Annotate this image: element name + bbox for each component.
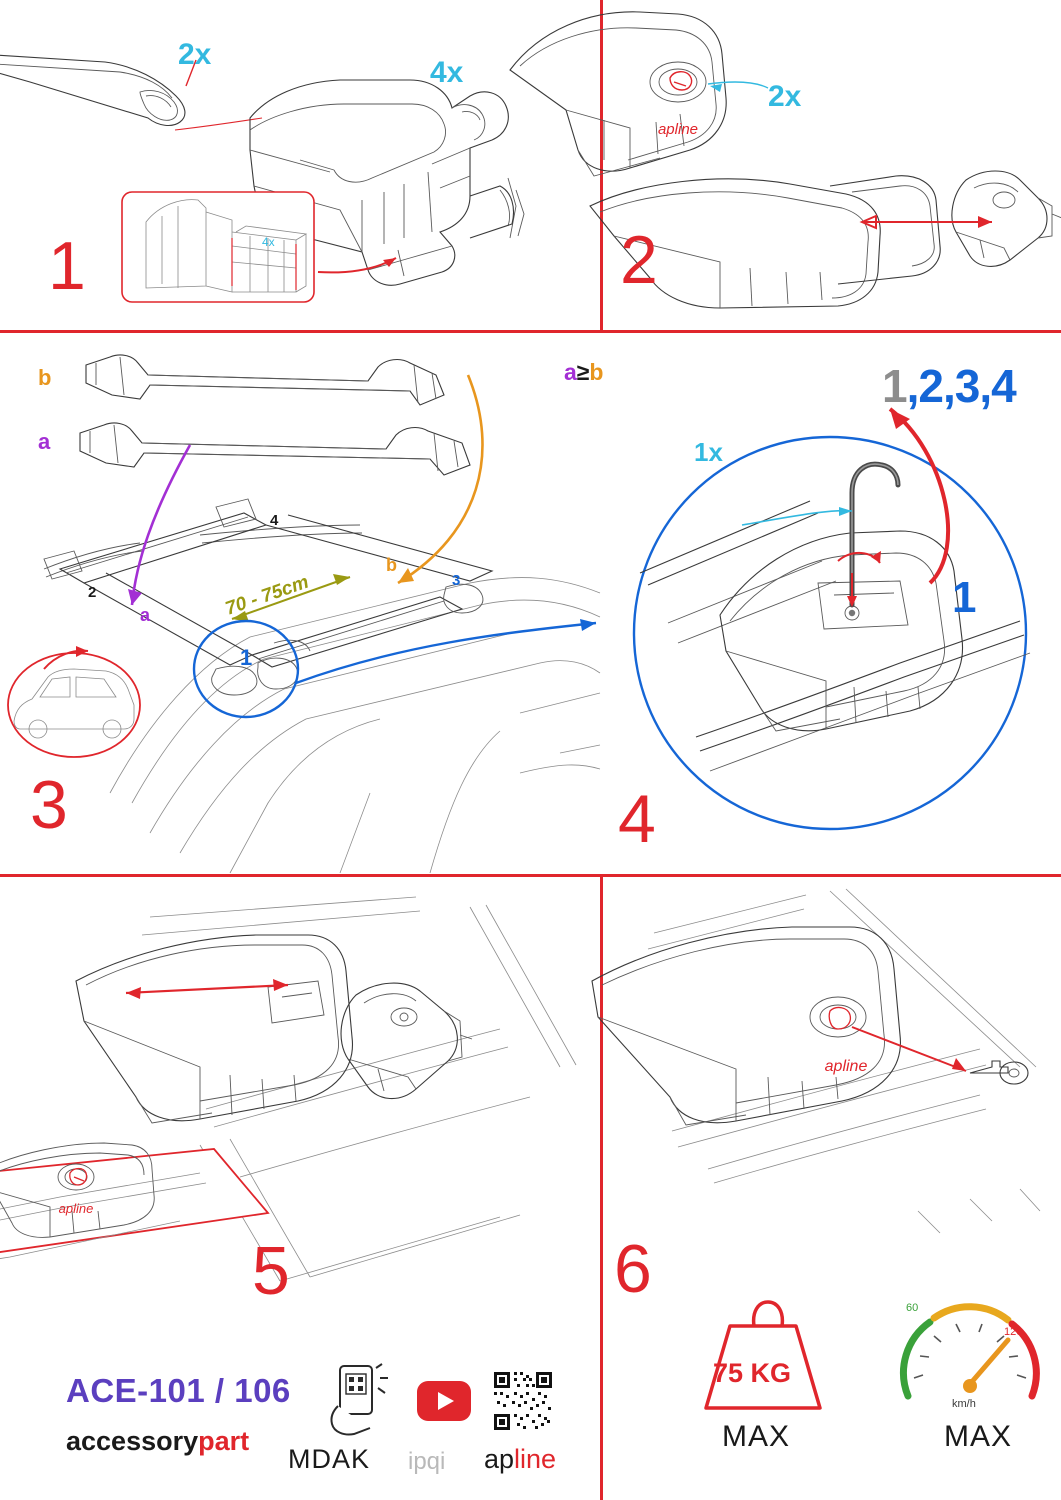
step-1-number: 1 [48, 228, 85, 304]
step-5-number: 5 [252, 1233, 289, 1309]
svg-text:4: 4 [270, 512, 279, 529]
step-3-arrow-label-a: a [140, 605, 151, 625]
step-4-callout-one: 1 [952, 573, 977, 622]
speed-tick-120: 120 [1004, 1326, 1023, 1338]
step-4-illustration [600, 333, 1061, 874]
svg-text:3: 3 [452, 572, 461, 589]
qr-code-icon [492, 1370, 554, 1432]
brand-mdak: MDAK [288, 1444, 371, 1474]
brand-ap-text: ap [484, 1444, 515, 1474]
brand-line-text: line [514, 1444, 557, 1474]
step-3-arrow-label-b: b [386, 555, 397, 575]
step-3-panel [0, 333, 600, 874]
step-3-label-a: a [38, 429, 51, 454]
scan-qr-icon [318, 1362, 398, 1442]
sequence-first: 1 [882, 360, 907, 412]
brand-apline [484, 1444, 556, 1475]
step-2-qty: 2x [768, 80, 802, 113]
step-3-illustration [0, 333, 600, 874]
svg-text:4x: 4x [262, 235, 275, 249]
svg-text:apline: apline [58, 1201, 94, 1216]
max-weight-icon [688, 1290, 838, 1420]
footer-right [600, 1290, 1061, 1500]
svg-text:2: 2 [88, 584, 97, 601]
step-4-qty: 1x [694, 437, 723, 467]
step-4-sequence [882, 359, 1016, 413]
svg-text:1: 1 [240, 645, 253, 670]
svg-text:apline: apline [824, 1058, 868, 1075]
brand-ipqi: ipqi [408, 1448, 446, 1475]
step-2-number: 2 [620, 222, 657, 298]
max-weight-label: MAX [722, 1420, 791, 1453]
svg-text:apline: apline [657, 121, 699, 138]
speed-unit-label: km/h [952, 1398, 976, 1410]
step-4-number: 4 [618, 781, 655, 857]
step-4-condition [564, 359, 603, 386]
brand-accessorypart [66, 1426, 249, 1457]
step-3-label-b: b [38, 365, 52, 390]
step-6-number: 6 [614, 1231, 651, 1307]
model-label: ACE-101 / 106 [66, 1372, 291, 1409]
svg-text:70 - 75cm: 70 - 75cm [222, 571, 312, 620]
condition-b: b [589, 359, 604, 385]
brand-accessory-text: accessory [66, 1426, 199, 1456]
brand-part-text: part [198, 1426, 250, 1456]
step-1-illustration [0, 0, 600, 330]
youtube-icon[interactable] [416, 1380, 472, 1422]
step-2-illustration [600, 0, 1061, 330]
sequence-rest: ,2,3,4 [906, 360, 1016, 412]
condition-op: ≥ [576, 359, 590, 385]
footer-left [0, 1360, 600, 1500]
step-1-qty-bar: 2x [178, 38, 212, 71]
max-speed-label: MAX [944, 1420, 1013, 1453]
step-1-panel [0, 0, 600, 330]
max-weight-value: 75 KG [713, 1358, 792, 1388]
speed-tick-60: 60 [906, 1302, 919, 1314]
step-3-number: 3 [30, 767, 67, 843]
step-2-panel [600, 0, 1061, 330]
step-4-panel [564, 333, 1061, 874]
condition-a: a [564, 359, 577, 385]
step-1-qty-foot: 4x [430, 56, 464, 89]
